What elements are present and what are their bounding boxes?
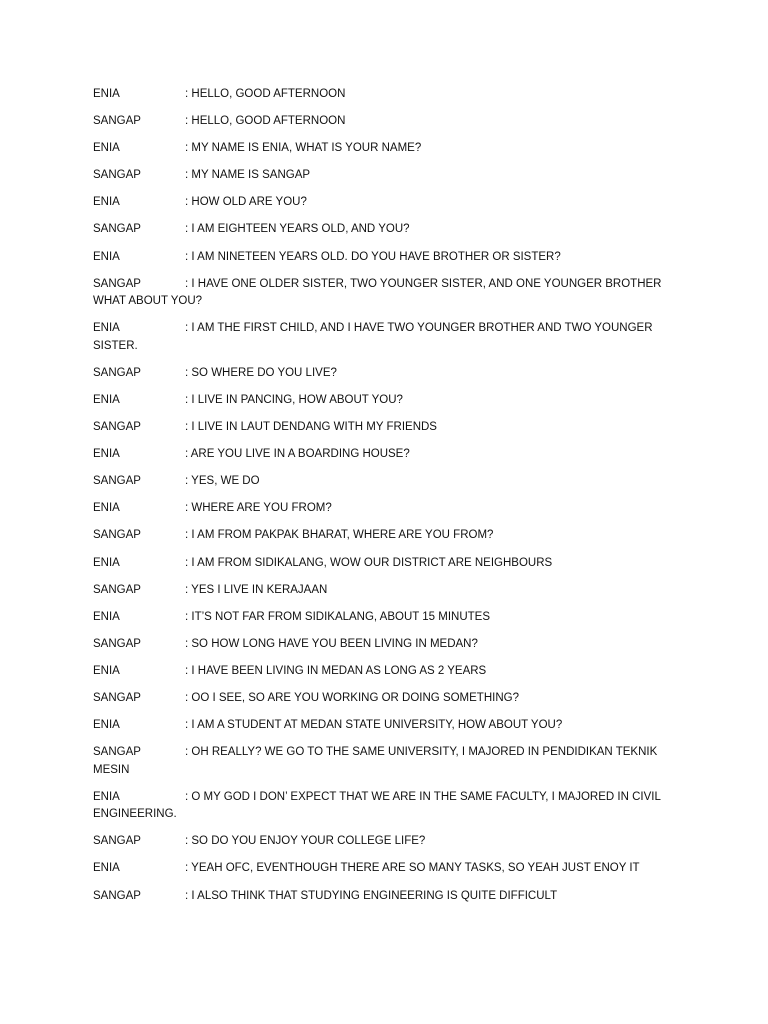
speaker-name: ENIA: [93, 862, 120, 875]
dialogue-line: [93, 500, 683, 518]
speaker-name: SANGAP: [93, 746, 141, 759]
dialogue-text: : I AM FROM PAKPAK BHARAT, WHERE ARE YOU FROM?: [185, 529, 494, 542]
speaker-name: ENIA: [93, 610, 120, 623]
dialogue-text: : I AM FROM SIDIKALANG, WOW OUR DISTRICT ARE NEIGHBOURS: [185, 556, 553, 569]
dialogue-line: [93, 419, 683, 437]
speaker-name: SANGAP: [93, 223, 141, 236]
dialogue-line: [93, 663, 683, 681]
speaker-name: SANGAP: [93, 475, 141, 488]
dialogue-line: [93, 717, 683, 735]
dialogue-text: : YEAH OFC, EVENTHOUGH THERE ARE SO MANY TASKS, SO YEAH JUST ENOY IT: [185, 862, 640, 875]
dialogue-text: : HOW OLD ARE YOU?: [185, 196, 307, 209]
dialogue-text: : MY NAME IS SANGAP: [185, 169, 311, 182]
speaker-name: ENIA: [93, 448, 120, 461]
dialogue-text: : I HAVE BEEN LIVING IN MEDAN AS LONG AS 2 YEARS: [185, 664, 487, 677]
dialogue-text: : HELLO, GOOD AFTERNOON: [185, 115, 346, 128]
speaker-name: SANGAP: [93, 583, 141, 596]
dialogue-line: [93, 392, 683, 410]
speaker-name: SANGAP: [93, 889, 141, 902]
speaker-name: ENIA: [93, 250, 120, 263]
dialogue-line: [93, 860, 683, 878]
dialogue-line: [93, 833, 683, 851]
dialogue-line: [93, 249, 683, 267]
speaker-name: SANGAP: [93, 421, 141, 434]
dialogue-line: [93, 140, 683, 158]
speaker-name: ENIA: [93, 88, 120, 100]
dialogue-line: [93, 744, 683, 779]
dialogue-line: [93, 167, 683, 185]
speaker-name: ENIA: [93, 393, 120, 406]
dialogue-line: [93, 446, 683, 464]
dialogue-text: : I AM EIGHTEEN YEARS OLD, AND YOU?: [185, 223, 410, 236]
dialogue-line: [93, 582, 683, 600]
dialogue-text: : HELLO, GOOD AFTERNOON: [185, 88, 346, 100]
dialogue-text: : YES, WE DO: [185, 475, 260, 488]
dialogue-line: [93, 221, 683, 239]
speaker-name: ENIA: [93, 556, 120, 569]
dialogue-text: : I AM NINETEEN YEARS OLD. DO YOU HAVE BROTHER OR SISTER?: [185, 250, 561, 263]
dialogue-line: [93, 365, 683, 383]
dialogue-text: : IT’S NOT FAR FROM SIDIKALANG, ABOUT 15 MINUTES: [185, 610, 491, 623]
dialogue-text: : I AM A STUDENT AT MEDAN STATE UNIVERSITY, HOW ABOUT YOU?: [185, 719, 563, 732]
speaker-name: SANGAP: [93, 366, 141, 379]
dialogue-line: [93, 888, 683, 906]
dialogue-text: : I HAVE ONE OLDER SISTER, TWO YOUNGER SISTER, AND ONE YOUNGER BROTHER WHAT ABOUT YOU?: [93, 277, 662, 308]
dialogue-line: [93, 555, 683, 573]
dialogue-line: [93, 690, 683, 708]
dialogue-text: : YES I LIVE IN KERAJAAN: [185, 583, 328, 596]
dialogue-line: [93, 609, 683, 627]
dialogue-line: [93, 194, 683, 212]
dialogue-text: : O MY GOD I DON’ EXPECT THAT WE ARE IN THE SAME FACULTY, I MAJORED IN CIVIL ENGINEERING.: [93, 790, 661, 821]
speaker-name: ENIA: [93, 196, 120, 209]
dialogue-line: [93, 276, 683, 311]
speaker-name: ENIA: [93, 322, 120, 335]
speaker-name: SANGAP: [93, 115, 141, 128]
dialogue-text: : MY NAME IS ENIA, WHAT IS YOUR NAME?: [185, 142, 422, 155]
dialogue-line: [93, 473, 683, 491]
dialogue-text: : WHERE ARE YOU FROM?: [185, 502, 332, 515]
dialogue-line: [93, 320, 683, 355]
speaker-name: ENIA: [93, 664, 120, 677]
speaker-name: SANGAP: [93, 637, 141, 650]
speaker-name: ENIA: [93, 719, 120, 732]
dialogue-text: : OO I SEE, SO ARE YOU WORKING OR DOING SOMETHING?: [185, 691, 519, 704]
speaker-name: ENIA: [93, 502, 120, 515]
dialogue-text: : I AM THE FIRST CHILD, AND I HAVE TWO YOUNGER BROTHER AND TWO YOUNGER SISTER.: [93, 322, 653, 352]
dialogue-text: : I ALSO THINK THAT STUDYING ENGINEERING IS QUITE DIFFICULT: [185, 889, 558, 902]
speaker-name: SANGAP: [93, 169, 141, 182]
dialogue-line: [93, 86, 683, 104]
speaker-name: SANGAP: [93, 529, 141, 542]
dialogue-line: [93, 113, 683, 131]
dialogue-text: : OH REALLY? WE GO TO THE SAME UNIVERSITY, I MAJORED IN PENDIDIKAN TEKNIK MESIN: [93, 746, 658, 776]
speaker-name: ENIA: [93, 790, 120, 803]
dialogue-text: : SO WHERE DO YOU LIVE?: [185, 366, 337, 379]
speaker-name: SANGAP: [93, 691, 141, 704]
speaker-name: SANGAP: [93, 277, 141, 290]
dialogue-text: : SO DO YOU ENJOY YOUR COLLEGE LIFE?: [185, 835, 426, 848]
dialogue-line: [93, 527, 683, 545]
dialogue-text: : I LIVE IN LAUT DENDANG WITH MY FRIENDS: [185, 421, 437, 434]
dialogue-text: : ARE YOU LIVE IN A BOARDING HOUSE?: [185, 448, 410, 461]
dialogue-line: [93, 789, 683, 824]
dialogue-text: : I LIVE IN PANCING, HOW ABOUT YOU?: [185, 393, 403, 406]
dialogue-text: : SO HOW LONG HAVE YOU BEEN LIVING IN MEDAN?: [185, 637, 478, 650]
speaker-name: ENIA: [93, 142, 120, 155]
speaker-name: SANGAP: [93, 835, 141, 848]
dialogue-line: [93, 636, 683, 654]
dialogue-transcript: [93, 86, 683, 915]
